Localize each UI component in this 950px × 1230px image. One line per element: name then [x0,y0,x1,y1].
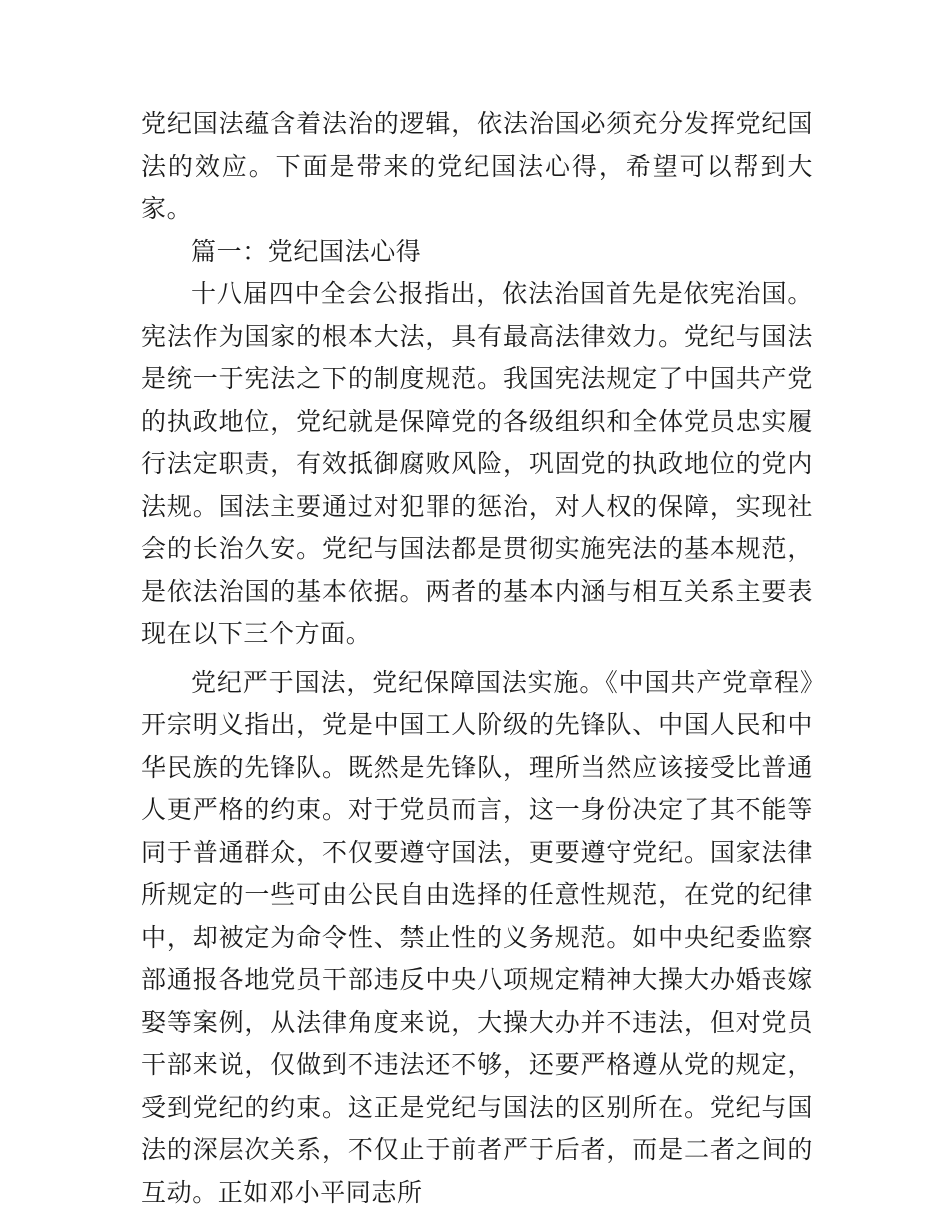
document-body [141,103,813,1214]
body-paragraph: 十八届四中全会公报指出，依法治国首先是依宪治国。宪法作为国家的根本大法，具有最高法律效力。党纪与国法是统一于宪法之下的制度规范。我国宪法规定了中国共产党的执政地位，党纪就是保障党的各级组织和全体党员忠实履行法定职责，有效抵御腐败风险，巩固党的执政地位的党内法规。国法主要通过对犯罪的惩治，对人权的保障，实现社会的长治久安。党纪与国法都是贯彻实施宪法的基本规范，是依法治国的基本依据。两者的基本内涵与相互关系主要表现在以下三个方面。 [141,279,813,648]
intro-paragraph: 党纪国法蕴含着法治的逻辑，依法治国必须充分发挥党纪国法的效应。下面是带来的党纪国法心得，希望可以帮到大家。 [141,109,813,223]
body-paragraph: 党纪严于国法，党纪保障国法实施。《中国共产党章程》开宗明义指出，党是中国工人阶级的先锋队、中国人民和中华民族的先锋队。既然是先锋队，理所当然应该接受比普通人更严格的约束。对于党员而言，这一身份决定了其不能等同于普通群众，不仅要遵守国法，更要遵守党纪。国家法律所规定的一些可由公民自由选择的任意性规范，在党的纪律中，却被定为命令性、禁止性的义务规范。如中央纪委监察部通报各地党员干部违反中央八项规定精神大操大办婚丧嫁娶等案例，从法律角度来说，大操大办并不违法，但对党员干部来说，仅做到不违法还不够，还要严格遵从党的规定，受到党纪的约束。这正是党纪与国法的区别所在。党纪与国法的深层次关系，不仅止于前者严于后者，而是二者之间的互动。正如邓小平同志所 [141,667,813,1207]
section-heading: 篇一：党纪国法心得 [191,236,422,266]
